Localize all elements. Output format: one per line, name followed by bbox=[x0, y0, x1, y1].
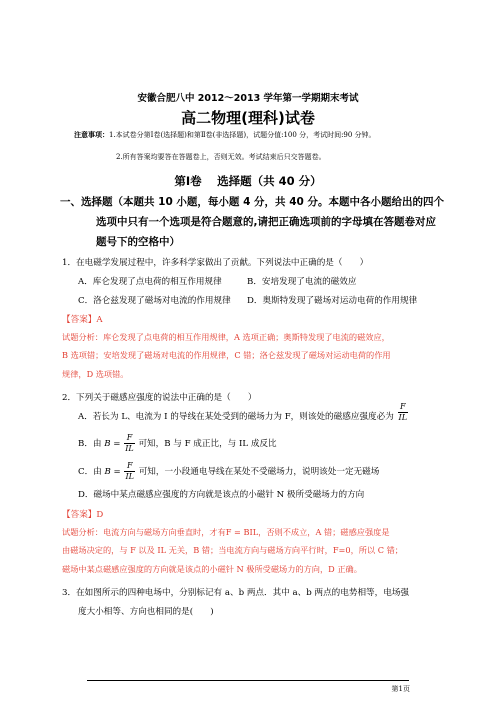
q1-answer: 【答案】A bbox=[62, 315, 103, 325]
q2-option-b-equation: B = bbox=[104, 439, 121, 449]
q1-analysis-line-2: B 选项错；安培发现了磁场对电流的作用规律，C 错；洛仑兹发现了磁场对运动电荷的作用 bbox=[62, 350, 391, 360]
q2-option-a-fraction bbox=[398, 402, 408, 423]
notice-text-1: 1.本试卷分第Ⅰ卷(选择题)和第Ⅱ卷(非选择题)，试题分值:100 分，考试时间:90 分钟。 bbox=[109, 131, 376, 139]
subject-title: 高二物理(理科)试卷 bbox=[181, 109, 315, 127]
notice-line-1 bbox=[74, 130, 376, 140]
fraction-numerator: F bbox=[124, 433, 134, 444]
q2-option-b-fraction bbox=[124, 433, 134, 454]
q2-option-b-suffix: 可知，B 与 F 成正比，与 IL 成反比 bbox=[138, 439, 277, 449]
q2-option-d: D．磁场中某点磁感应强度的方向就是该点的小磁针 N 极所受磁场力的方向 bbox=[78, 490, 365, 500]
q3-stem-line-2: 度大小相等、方向也相同的是( ) bbox=[78, 607, 214, 617]
q2-option-c-equation: B = bbox=[104, 467, 121, 477]
fraction-denominator: IL bbox=[125, 472, 134, 481]
q2-option-c bbox=[78, 461, 379, 482]
q2-option-c-fraction bbox=[124, 461, 134, 482]
part-title: 第Ⅰ卷 选择题（共 40 分） bbox=[174, 174, 322, 188]
q3-stem-line-1: 3．在如图所示的四种电场中，分别标记有 a、b 两点．其中 a、b 两点的电势相等，电场强 bbox=[62, 588, 410, 598]
q2-answer: 【答案】D bbox=[62, 510, 104, 520]
fraction-numerator: F bbox=[124, 461, 134, 472]
fraction-denominator: IL bbox=[125, 444, 134, 453]
q1-option-a: A．库仑发现了点电荷的相互作用规律 bbox=[78, 277, 222, 287]
q2-stem: 2．下列关于磁感应强度的说法中正确的是（ ） bbox=[62, 393, 257, 403]
q2-analysis-line-2: 由磁场决定的，与 F 以及 IL 无关，B 错；当电流方向与磁场方向平行时，F=0，所以 C 错； bbox=[62, 545, 403, 555]
q1-stem: 1．在电磁学发展过程中，许多科学家做出了贡献。下列说法中正确的是（ ） bbox=[62, 258, 369, 268]
page-number: 第1页 bbox=[391, 685, 410, 693]
q2-analysis-line-3: 磁场中某点磁感应强度的方向就是该点的小磁针 N 极所受磁场力的方向，D 正确。 bbox=[62, 564, 362, 574]
exam-title: 安徽合肥八中 2012～2013 学年第一学期期末考试 bbox=[137, 93, 359, 104]
q2-option-c-prefix: C．由 bbox=[78, 467, 102, 477]
fraction-denominator: IL bbox=[398, 413, 408, 422]
q2-analysis-line-1: 试题分析：电流方向与磁场方向垂直时，才有F = BIL，否则不成立，A 错；磁感应强度是 bbox=[62, 527, 390, 537]
q1-analysis-line-1: 试题分析：库仑发现了点电荷的相互作用规律，A 选项正确；奥斯特发现了电流的磁效应， bbox=[62, 332, 390, 342]
section-heading-line-2: 选项中只有一个选项是符合题意的,请把正确选项前的字母填在答题卷对应 bbox=[96, 216, 436, 228]
section-heading-line-3: 题号下的空格中） bbox=[96, 236, 180, 248]
q2-option-c-suffix: 可知，一小段通电导线在某处不受磁场力，说明该处一定无磁场 bbox=[138, 467, 380, 477]
q1-option-c: C．洛仑兹发现了磁场对电流的作用规律 bbox=[78, 296, 231, 306]
section-heading-line-1: 一、选择题（本题共 10 小题，每小题 4 分，共 40 分。本题中各小题给出的四个 bbox=[60, 196, 444, 208]
q1-option-b: B．安培发现了电流的磁效应 bbox=[247, 277, 357, 287]
q2-option-b-prefix: B．由 bbox=[78, 439, 102, 449]
notice-label: 注意事项： bbox=[74, 130, 109, 139]
q2-option-b bbox=[78, 433, 277, 454]
q2-option-a bbox=[78, 402, 409, 423]
notice-line-2: 2.所有答案均要答在答题卷上，否则无效。考试结束后只交答题卷。 bbox=[116, 153, 326, 161]
footer-divider bbox=[87, 680, 409, 681]
fraction-numerator: F bbox=[398, 402, 408, 413]
q1-option-d: D．奥斯特发现了磁场对运动电荷的作用规律 bbox=[247, 296, 418, 306]
q1-analysis-line-3: 规律，D 选项错。 bbox=[62, 369, 129, 379]
q2-option-a-text: A．若长为 L、电流为 I 的导线在某处受到的磁场力为 F，则该处的磁感应强度必为 bbox=[78, 412, 394, 422]
